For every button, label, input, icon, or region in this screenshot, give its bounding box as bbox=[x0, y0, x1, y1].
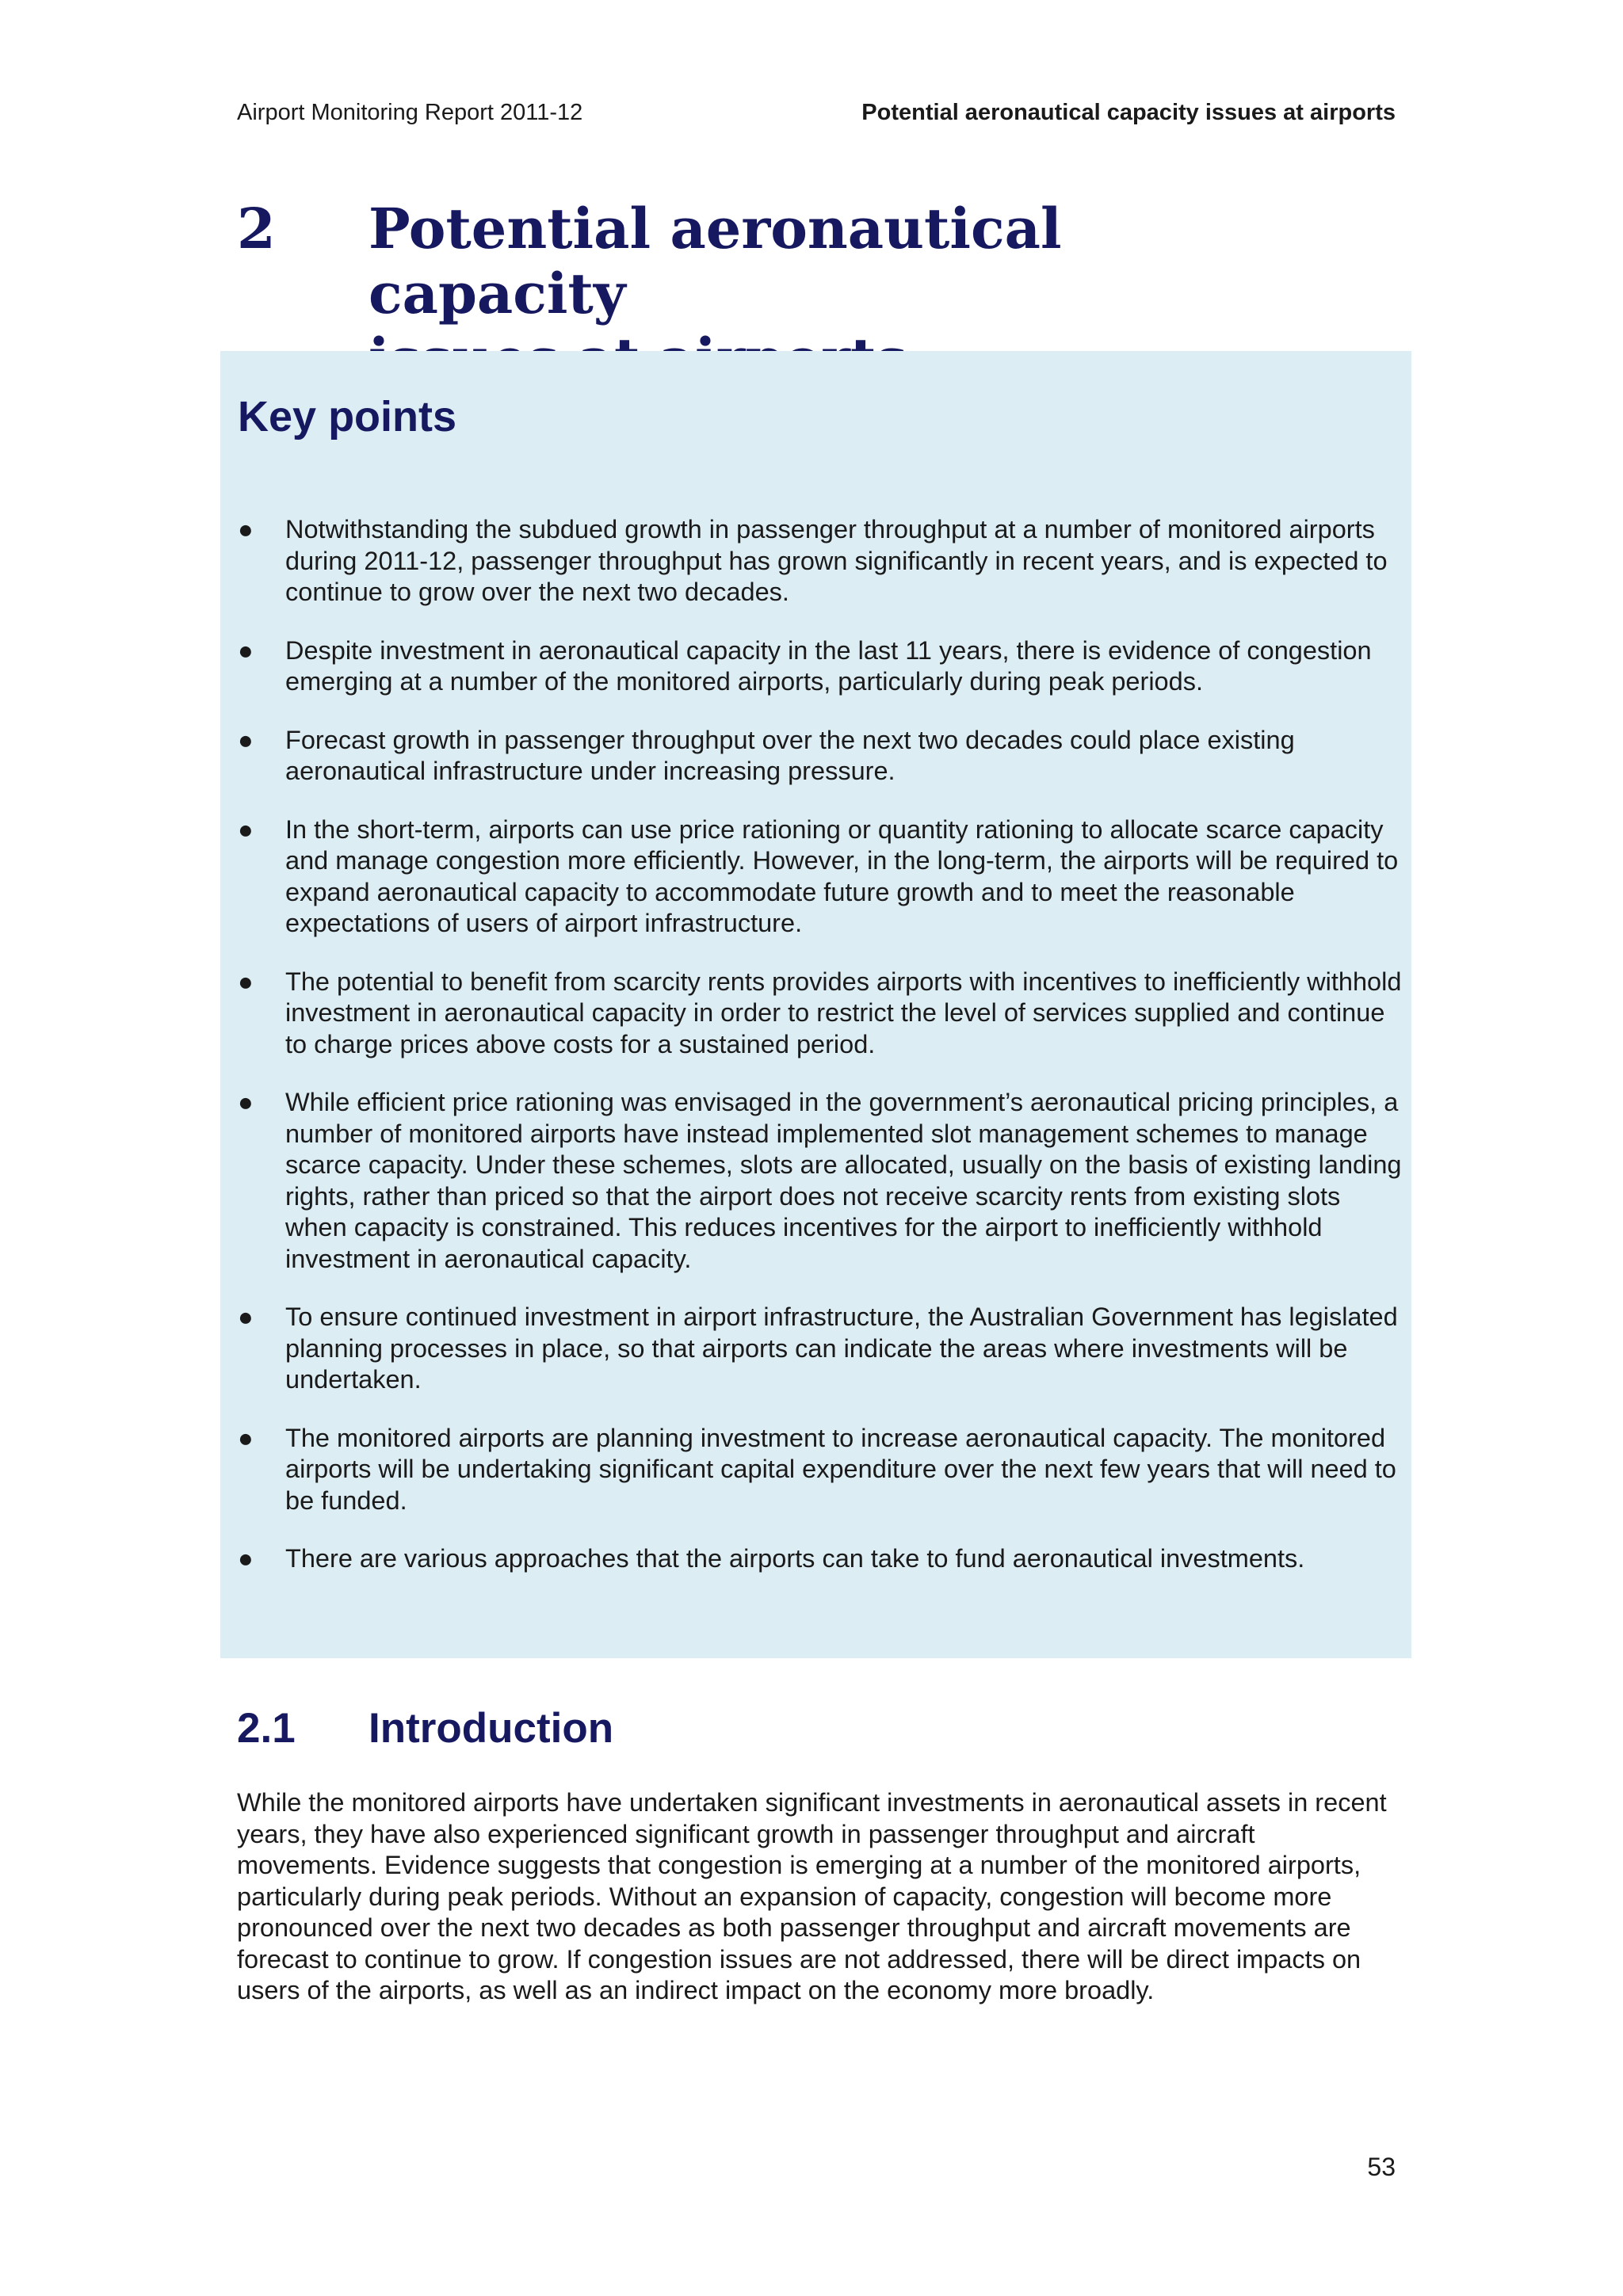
bullet-icon: ● bbox=[238, 1423, 254, 1452]
key-points-box bbox=[220, 351, 1411, 1658]
bullet-icon: ● bbox=[238, 814, 254, 844]
bullet-icon: ● bbox=[238, 1088, 254, 1116]
page-number: 53 bbox=[1367, 2153, 1396, 2181]
key-point-text: Notwithstanding the subdued growth in passenger throughput at a number of monitored airports during 2011-12, passenger throughput has grown significantly in recent years, and is expected to continue to grow over the next two decades. bbox=[285, 515, 1388, 606]
key-point-text: The potential to benefit from scarcity rents provides airports with incentives to inefficiently withhold investment in aeronautical capacity in order to restrict the level of services supplied and continue to charge prices above costs for a sustained period. bbox=[285, 967, 1402, 1058]
bullet-icon: ● bbox=[238, 515, 254, 543]
introduction-paragraph: While the monitored airports have undertaken significant investments in aeronautical assets in recent years, they have also experienced significant growth in passenger throughput and aircraft movements. Evidence suggests that congestion is emerging at a number of the monitored airports, particularly during peak periods. Without an expansion of capacity, congestion will become more pronounced over the next two decades as both passenger throughput and aircraft movements are forecast to continue to grow. If congestion issues are not addressed, there will be direct impacts on users of the airports, as well as an indirect impact on the economy more broadly. bbox=[237, 1788, 1387, 2004]
key-point-text: The monitored airports are planning investment to increase aeronautical capacity. The monitored airports will be undertaking significant capital expenditure over the next few years that will need to be funded. bbox=[285, 1423, 1396, 1515]
bullet-icon: ● bbox=[238, 967, 254, 996]
running-header bbox=[237, 97, 1396, 128]
key-point-item bbox=[220, 635, 1411, 698]
key-points-list bbox=[220, 514, 1411, 1602]
section-number: 2.1 bbox=[237, 1705, 296, 1752]
key-point-text: To ensure continued investment in airport infrastructure, the Australian Government has legislated planning processes in place, so that airports can indicate the areas where investments will be undertaken. bbox=[285, 1302, 1398, 1394]
key-point-text: While efficient price rationing was envisaged in the government’s aeronautical pricing principles, a number of monitored airports have instead implemented slot management schemes to manage scarce capacity. Under these schemes, slots are allocated, usually on the basis of existing landing rights, rather than priced so that the airport does not receive scarcity rents from existing slots when capacity is constrained. This reduces incentives for the airport to inefficiently withhold investment in aeronautical capacity. bbox=[285, 1088, 1402, 1273]
bullet-icon: ● bbox=[238, 725, 254, 754]
key-point-item bbox=[220, 1302, 1411, 1396]
chapter-running-title: Potential aeronautical capacity issues at airports bbox=[861, 100, 1396, 125]
key-point-item bbox=[220, 814, 1411, 940]
bullet-icon: ● bbox=[238, 1302, 254, 1331]
key-point-item bbox=[220, 1423, 1411, 1517]
section-title: Introduction bbox=[369, 1705, 614, 1752]
report-title: Airport Monitoring Report 2011-12 bbox=[237, 100, 583, 125]
key-point-item bbox=[220, 1543, 1411, 1575]
key-point-text: In the short-term, airports can use price rationing or quantity rationing to allocate scarce capacity and manage congestion more efficiently. However, in the long-term, the airports will be required to expand aeronautical capacity to accommodate future growth and to meet the reasonable expectations of users of airport infrastructure. bbox=[285, 814, 1399, 937]
key-point-text: There are various approaches that the airports can take to fund aeronautical investments. bbox=[285, 1544, 1305, 1573]
key-point-text: Despite investment in aeronautical capacity in the last 11 years, there is evidence of congestion emerging at a number of the monitored airports, particularly during peak periods. bbox=[285, 635, 1372, 696]
key-point-item bbox=[220, 725, 1411, 788]
key-point-item bbox=[220, 967, 1411, 1061]
key-point-item bbox=[220, 514, 1411, 608]
bullet-icon: ● bbox=[238, 635, 254, 665]
bullet-icon: ● bbox=[238, 1544, 254, 1573]
chapter-title-line-1: Potential aeronautical capacity bbox=[369, 196, 1062, 326]
key-points-title: Key points bbox=[238, 393, 457, 441]
chapter-number: 2 bbox=[237, 196, 276, 261]
key-point-text: Forecast growth in passenger throughput over the next two decades could place existing aeronautical infrastructure under increasing pressure. bbox=[285, 725, 1295, 785]
key-point-item bbox=[220, 1087, 1411, 1275]
